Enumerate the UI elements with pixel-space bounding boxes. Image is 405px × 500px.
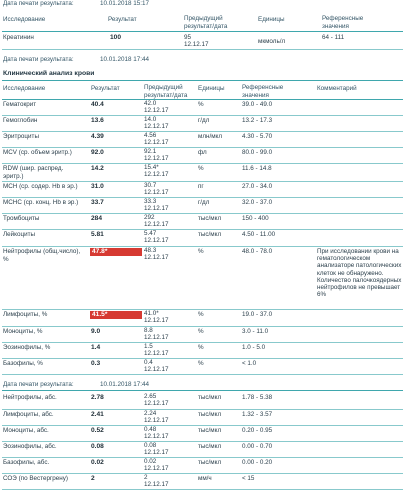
divider xyxy=(2,374,403,375)
test-name: RDW (шир. распред. эритр.) xyxy=(3,165,64,180)
prev-date: 12.12.17 xyxy=(144,155,169,162)
units: г/дл xyxy=(198,117,210,124)
print-date-value-2: 10.01.2018 17:44 xyxy=(100,56,150,63)
result-value: 5.81 xyxy=(91,231,104,238)
test-name: Базофилы, % xyxy=(3,360,43,367)
ref-range: 39.0 - 49.0 xyxy=(242,101,273,108)
prev-date: 12.12.17 xyxy=(144,123,169,130)
col-header-test: Исследование xyxy=(3,16,46,23)
print-date-value-1: 10.01.2018 15:17 xyxy=(100,0,150,7)
divider xyxy=(2,147,403,148)
result-value: 33.7 xyxy=(91,199,104,206)
units: тыс/мкл xyxy=(198,231,222,238)
ref-range: 1.32 - 3.57 xyxy=(242,411,273,418)
ref-range: 19.0 - 37.0 xyxy=(242,311,273,318)
ref-range: 64 - 111 xyxy=(322,34,345,41)
ref-range: 1.78 - 5.38 xyxy=(242,394,273,401)
units: % xyxy=(198,165,204,172)
ref-range: 48.0 - 78.0 xyxy=(242,248,273,255)
units: мкмоль/л xyxy=(258,38,286,45)
units: тыс/мкл xyxy=(198,443,222,450)
divider xyxy=(2,181,403,182)
prev-date: 12.12.17 xyxy=(144,334,169,341)
prev-value: 41.0* xyxy=(144,310,159,317)
divider xyxy=(2,229,403,230)
test-name: Нейтрофилы (общ.число), % xyxy=(3,248,81,263)
col-header-comment: Комментарий xyxy=(317,85,357,92)
result-value-flagged: 41.5* xyxy=(90,311,142,319)
prev-value: 0.08 xyxy=(144,442,157,449)
result-value: 13.6 xyxy=(91,117,104,124)
col-header-result: Результат xyxy=(91,85,120,92)
divider xyxy=(2,473,403,474)
divider xyxy=(2,197,403,198)
test-name: Гематокрит xyxy=(3,101,37,108)
ref-range: 0.20 - 0.95 xyxy=(242,427,273,434)
result-value: 92.0 xyxy=(91,149,104,156)
result-value: 40.4 xyxy=(91,101,104,108)
prev-date: 12.12.17 xyxy=(144,400,169,407)
ref-range: 80.0 - 99.0 xyxy=(242,149,273,156)
ref-range: 11.6 - 14.8 xyxy=(242,165,272,172)
prev-value: 2 xyxy=(144,474,148,481)
units: млн/мкл xyxy=(198,133,223,140)
test-name: MCHC (ср. конц. Hb в эр.) xyxy=(3,199,79,206)
prev-value: 30.7 xyxy=(144,182,157,189)
prev-value: 15.4* xyxy=(144,164,159,171)
print-date-label-2: Дата печати результата: xyxy=(3,56,74,63)
print-date-value-3: 10.01.2018 17:44 xyxy=(100,381,150,388)
prev-date: 12.12.17 xyxy=(144,205,169,212)
result-value: 284 xyxy=(91,215,103,222)
ref-range: 1.0 - 5.0 xyxy=(242,344,266,351)
col-header-units: Единицы xyxy=(198,85,225,92)
divider xyxy=(2,99,403,100)
result-value: 1.4 xyxy=(91,344,101,351)
divider xyxy=(2,49,403,50)
col-header-prev: Предыдущий результат/дата xyxy=(144,84,188,99)
comment-text: При исследовании крови на гематологическом анализаторе патологических клеток не обнаружено. Количество палочкоядерных нейтрофилов не превышает 6% xyxy=(317,248,402,299)
divider xyxy=(2,326,403,327)
prev-date: 12.12.17 xyxy=(144,449,169,456)
units: тыс/мкл xyxy=(198,411,222,418)
divider xyxy=(2,309,403,310)
divider xyxy=(2,358,403,359)
divider xyxy=(2,80,403,81)
prev-value: 48.3 xyxy=(144,247,157,254)
units: тыс/мкл xyxy=(198,215,222,222)
col-header-test: Исследование xyxy=(3,85,46,92)
prev-date: 12.12.17 xyxy=(144,237,169,244)
prev-value: 8.8 xyxy=(144,327,153,334)
result-value: 2.41 xyxy=(91,411,104,418)
result-value: 0.3 xyxy=(91,360,101,367)
test-name: Креатинин xyxy=(3,34,34,41)
result-value: 2 xyxy=(91,475,95,482)
ref-range: 27.0 - 34.0 xyxy=(242,183,273,190)
prev-date: 12.12.17 xyxy=(144,433,169,440)
print-date-label-3: Дата печати результата: xyxy=(3,381,74,388)
units: мм/ч xyxy=(198,475,212,482)
test-name: Лимфоциты, абс. xyxy=(3,411,54,418)
units: тыс/мкл xyxy=(198,394,222,401)
result-value: 100 xyxy=(110,34,122,41)
prev-value: 2.24 xyxy=(144,410,157,417)
col-header-result: Результат xyxy=(108,16,137,23)
result-value: 0.52 xyxy=(91,427,104,434)
result-value-flagged: 47.8* xyxy=(90,248,142,256)
prev-value: 1.5 xyxy=(144,343,153,350)
section-title: Клинический анализ крови xyxy=(3,70,95,77)
result-value: 31.0 xyxy=(91,183,104,190)
prev-value: 5.47 xyxy=(144,230,157,237)
col-header-ref: Референсные значения xyxy=(322,15,364,30)
units: % xyxy=(198,328,204,335)
units: фл xyxy=(198,149,207,156)
units: тыс/мкл xyxy=(198,427,222,434)
prev-value: 14.0 xyxy=(144,116,157,123)
divider xyxy=(2,390,403,391)
col-header-ref: Референсные значения xyxy=(242,84,284,99)
result-value: 0.08 xyxy=(91,443,104,450)
test-name: Лимфоциты, % xyxy=(3,311,48,318)
result-value: 0.02 xyxy=(91,459,104,466)
prev-value: 2.65 xyxy=(144,393,157,400)
prev-value: 0.48 xyxy=(144,426,157,433)
result-value: 9.0 xyxy=(91,328,101,335)
prev-date: 12.12.17 xyxy=(144,139,169,146)
test-name: MCV (ср. объем эритр.) xyxy=(3,149,72,156)
ref-range: < 15 xyxy=(242,475,255,482)
prev-date: 12.12.17 xyxy=(144,366,169,373)
prev-date: 12.12.17 xyxy=(144,481,169,488)
test-name: MCH (ср. содер. Hb в эр.) xyxy=(3,183,78,190)
divider xyxy=(2,409,403,410)
col-header-prev: Предыдущий результат/дата xyxy=(184,15,228,30)
divider xyxy=(2,131,403,132)
prev-value: 42.0 xyxy=(144,100,157,107)
test-name: Тромбоциты xyxy=(3,215,40,222)
ref-range: 0.00 - 0.20 xyxy=(242,459,273,466)
test-name: Гемоглобин xyxy=(3,117,38,124)
prev-value: 292 xyxy=(144,214,155,221)
units: % xyxy=(198,248,204,255)
print-date-label-1: Дата печати результата: xyxy=(3,0,74,7)
divider xyxy=(2,489,403,490)
prev-date: 12.12.17 xyxy=(144,171,169,178)
result-value: 4.39 xyxy=(91,133,104,140)
test-name: СОЭ (по Вестергрену) xyxy=(3,475,69,482)
test-name: Моноциты, абс. xyxy=(3,427,49,434)
ref-range: 3.0 - 11.0 xyxy=(242,328,269,335)
ref-range: 4.30 - 5.70 xyxy=(242,133,273,140)
units: % xyxy=(198,360,204,367)
ref-range: 4.50 - 11.00 xyxy=(242,231,276,238)
units: тыс/мкл xyxy=(198,459,222,466)
divider xyxy=(2,31,403,32)
units: г/дл xyxy=(198,199,210,206)
ref-range: 13.2 - 17.3 xyxy=(242,117,273,124)
divider xyxy=(2,213,403,214)
ref-range: 0.00 - 0.70 xyxy=(242,443,273,450)
prev-date: 12.12.17 xyxy=(144,221,169,228)
test-name: Нейтрофилы, абс. xyxy=(3,394,57,401)
prev-date: 12.12.17 xyxy=(144,107,169,114)
units: % xyxy=(198,101,204,108)
prev-value: 4.56 xyxy=(144,132,157,139)
divider xyxy=(2,342,403,343)
divider xyxy=(2,246,403,247)
test-name: Базофилы, абс. xyxy=(3,459,50,466)
ref-range: 150 - 400 xyxy=(242,215,269,222)
ref-range: 32.0 - 37.0 xyxy=(242,199,273,206)
test-name: Моноциты, % xyxy=(3,328,43,335)
col-header-units: Единицы xyxy=(258,16,285,23)
divider xyxy=(2,163,403,164)
result-value: 2.78 xyxy=(91,394,104,401)
prev-value: 0.02 xyxy=(144,458,157,465)
prev-value: 33.3 xyxy=(144,198,157,205)
prev-date: 12.12.17 xyxy=(144,350,169,357)
units: пг xyxy=(198,183,204,190)
test-name: Эозинофилы, % xyxy=(3,344,51,351)
prev-date: 12.12.17 xyxy=(144,317,169,324)
prev-date: 12.12.17 xyxy=(144,417,169,424)
prev-date: 12.12.17 xyxy=(144,189,169,196)
ref-range: < 1.0 xyxy=(242,360,257,367)
result-value: 14.2 xyxy=(91,165,104,172)
prev-value: 95 xyxy=(184,34,192,41)
prev-value: 0.4 xyxy=(144,359,153,366)
test-name: Лейкоциты xyxy=(3,231,36,238)
prev-value: 92.1 xyxy=(144,148,157,155)
prev-date: 12.12.17 xyxy=(184,41,209,48)
divider xyxy=(2,441,403,442)
divider xyxy=(2,425,403,426)
divider xyxy=(2,115,403,116)
divider xyxy=(2,457,403,458)
test-name: Эозинофилы, абс. xyxy=(3,443,57,450)
units: % xyxy=(198,311,204,318)
units: % xyxy=(198,344,204,351)
prev-date: 12.12.17 xyxy=(144,254,169,261)
prev-date: 12.12.17 xyxy=(144,465,169,472)
test-name: Эритроциты xyxy=(3,133,39,140)
